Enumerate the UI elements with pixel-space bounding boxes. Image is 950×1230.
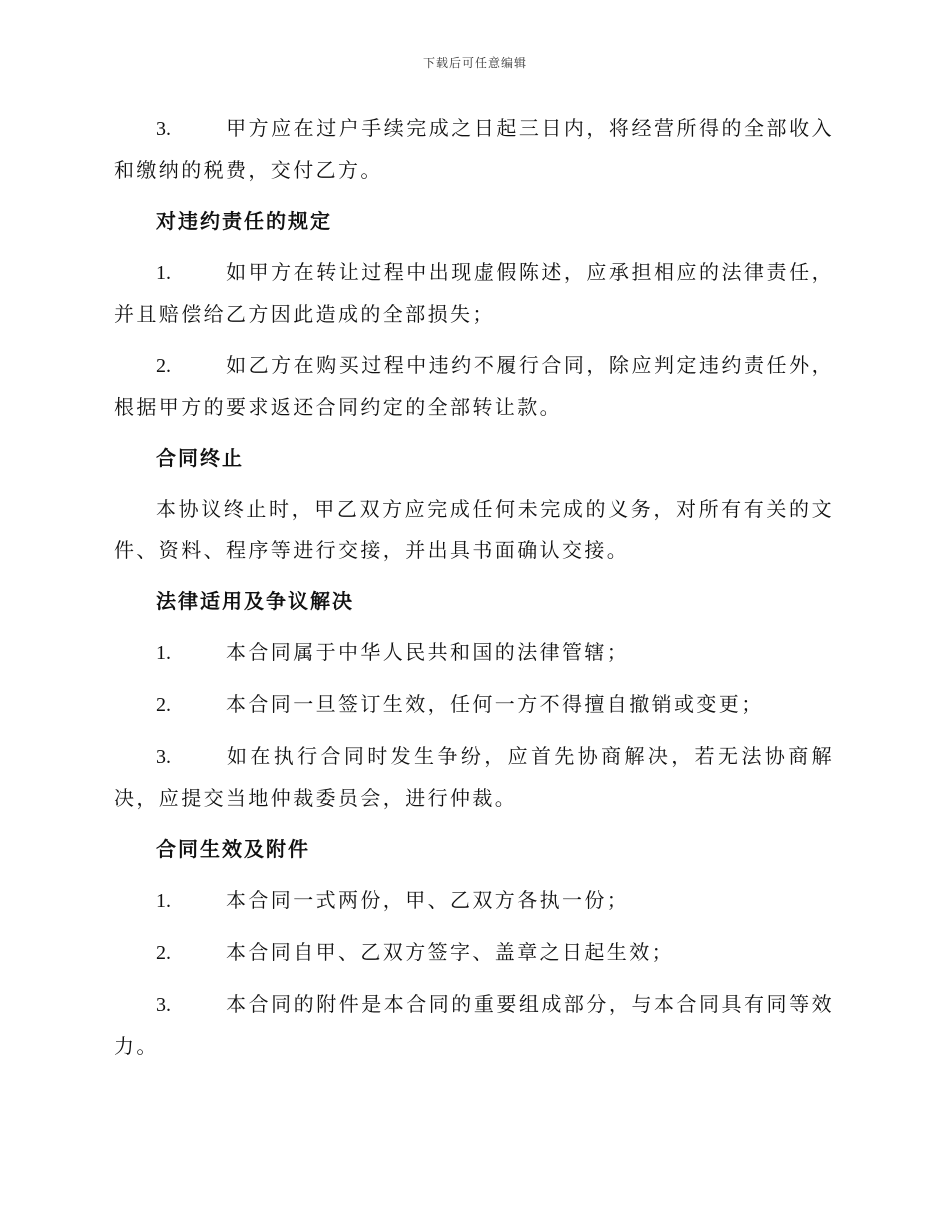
document-body: [114, 108, 834, 1077]
effect-item-2: [114, 932, 834, 974]
section-heading-effect: 合同生效及附件: [156, 837, 310, 861]
item-text: 如甲方在转让过程中出现虚假陈述，应承担相应的法律责任，并且赔偿给乙方因此造成的全部损失；: [114, 260, 834, 326]
item-number: 2.: [156, 942, 171, 964]
law-item-2: [114, 684, 834, 726]
item-number: 1.: [156, 890, 171, 912]
transfer-item-3: [114, 108, 834, 191]
section-heading-law: 法律适用及争议解决: [156, 589, 354, 613]
item-number: 2.: [156, 355, 171, 377]
item-number: 3.: [156, 994, 171, 1016]
item-text: 本合同的附件是本合同的重要组成部分，与本合同具有同等效力。: [114, 992, 834, 1058]
item-number: 1.: [156, 642, 171, 664]
effect-item-1: [114, 880, 834, 922]
termination-paragraph: 本协议终止时，甲乙双方应完成任何未完成的义务，对所有有关的文件、资料、程序等进行交接，并出具书面确认交接。: [114, 497, 834, 562]
item-number: 3.: [156, 746, 171, 768]
item-text: 甲方应在过户手续完成之日起三日内，将经营所得的全部收入和缴纳的税费，交付乙方。: [114, 116, 834, 182]
law-item-3: [114, 736, 834, 819]
section-heading-termination: 合同终止: [156, 446, 244, 470]
item-number: 1.: [156, 262, 171, 284]
item-text: 如乙方在购买过程中违约不履行合同，除应判定违约责任外，根据甲方的要求返还合同约定的全部转让款。: [114, 353, 834, 419]
item-text: 本合同一式两份，甲、乙双方各执一份；: [226, 888, 630, 912]
law-item-1: [114, 632, 834, 674]
breach-item-2: [114, 345, 834, 428]
item-text: 本合同属于中华人民共和国的法律管辖；: [226, 640, 630, 664]
item-text: 本合同一旦签订生效，任何一方不得擅自撤销或变更；: [226, 692, 764, 716]
item-number: 3.: [156, 118, 171, 140]
effect-item-3: [114, 984, 834, 1067]
breach-item-1: [114, 252, 834, 335]
header-note: 下载后可任意编辑: [422, 56, 527, 70]
item-text: 本合同自甲、乙双方签字、盖章之日起生效；: [226, 940, 674, 964]
section-heading-breach: 对违约责任的规定: [156, 209, 332, 233]
item-number: 2.: [156, 694, 171, 716]
item-text: 如在执行合同时发生争纷，应首先协商解决，若无法协商解决，应提交当地仲裁委员会，进行仲裁。: [114, 744, 834, 810]
